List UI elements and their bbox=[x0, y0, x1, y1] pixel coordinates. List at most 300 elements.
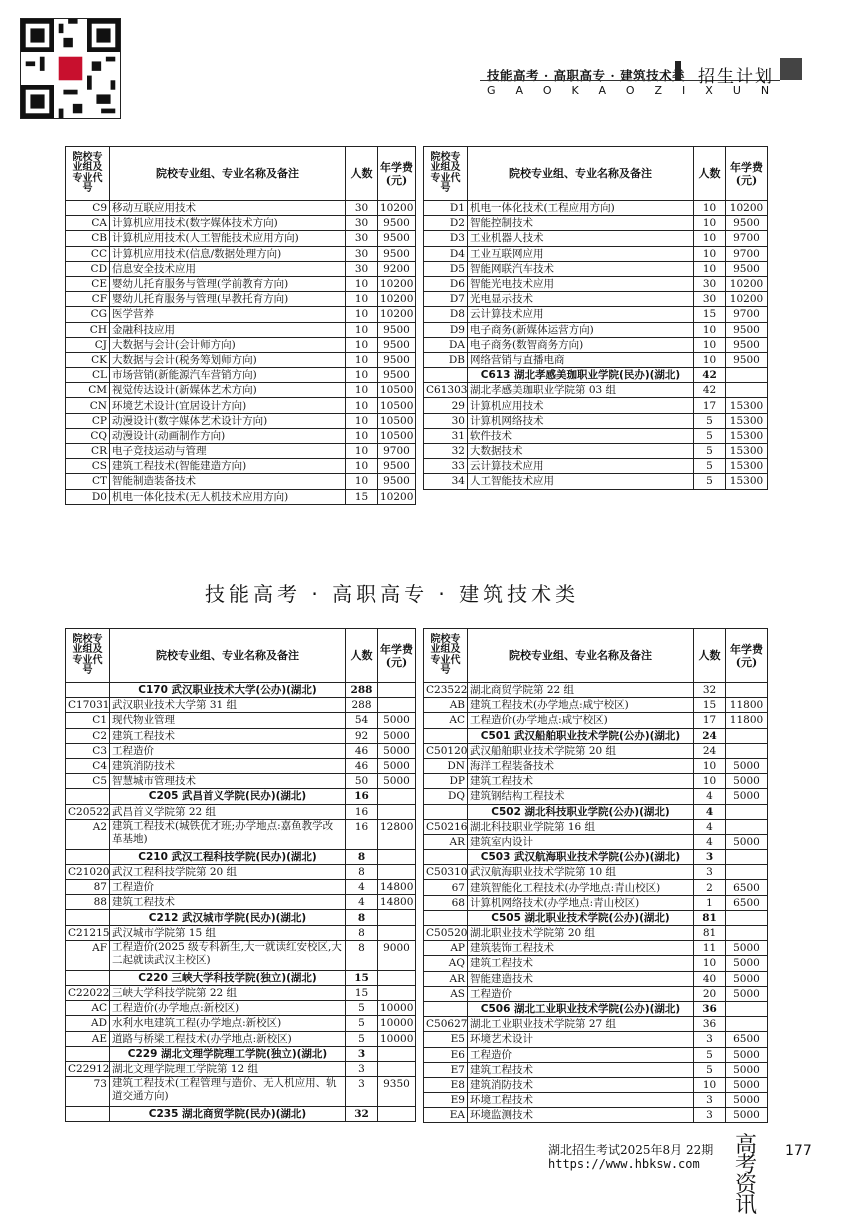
count-cell: 4 bbox=[694, 819, 726, 834]
school-row bbox=[66, 1046, 416, 1061]
count-cell: 10 bbox=[346, 383, 378, 398]
table-row bbox=[424, 201, 768, 216]
school-row bbox=[424, 910, 768, 925]
fee-cell: 10500 bbox=[378, 398, 416, 413]
count-cell: 10 bbox=[694, 774, 726, 789]
table-row bbox=[424, 865, 768, 880]
count-cell: 3 bbox=[694, 850, 726, 865]
table-row bbox=[424, 444, 768, 459]
table-row bbox=[424, 398, 768, 413]
count-cell: 3 bbox=[694, 1108, 726, 1123]
code-cell: D9 bbox=[424, 322, 468, 337]
table-row bbox=[66, 368, 416, 383]
name-cell: 电子商务(数智商务方向) bbox=[468, 337, 694, 352]
count-cell: 288 bbox=[346, 698, 378, 713]
fee-cell bbox=[378, 986, 416, 1001]
fee-cell bbox=[726, 865, 768, 880]
code-cell: C21020 bbox=[66, 864, 110, 879]
name-cell: 建筑工程技术 bbox=[110, 895, 346, 910]
fee-cell: 10200 bbox=[378, 276, 416, 291]
name-cell: 建筑工程技术(工程管理与造价、无人机应用、轨道交通方向) bbox=[110, 1077, 346, 1107]
column-header-name: 院校专业组、专业名称及备注 bbox=[110, 629, 346, 683]
name-cell: 动漫设计(数字媒体艺术设计方向) bbox=[110, 413, 346, 428]
count-cell: 10 bbox=[694, 201, 726, 216]
count-cell: 16 bbox=[346, 804, 378, 819]
table-row bbox=[66, 352, 416, 367]
name-cell: 湖北职业技术学院第 20 组 bbox=[468, 926, 694, 941]
table-row bbox=[66, 1016, 416, 1031]
fee-cell bbox=[726, 1001, 768, 1016]
footer-logo: 高考资讯 bbox=[735, 1133, 758, 1218]
name-cell: 婴幼儿托育服务与管理(早教托育方向) bbox=[110, 292, 346, 307]
fee-cell: 5000 bbox=[726, 758, 768, 773]
name-cell: 光电显示技术 bbox=[468, 292, 694, 307]
name-cell: 电子商务(新媒体运营方向) bbox=[468, 322, 694, 337]
count-cell: 92 bbox=[346, 728, 378, 743]
fee-cell: 15300 bbox=[726, 413, 768, 428]
name-cell: 电子竞技运动与管理 bbox=[110, 444, 346, 459]
fee-cell bbox=[378, 698, 416, 713]
count-cell: 81 bbox=[694, 926, 726, 941]
fee-cell: 9500 bbox=[726, 322, 768, 337]
code-cell: 68 bbox=[424, 895, 468, 910]
code-cell: E5 bbox=[424, 1032, 468, 1047]
fee-cell: 15300 bbox=[726, 444, 768, 459]
count-cell: 4 bbox=[694, 804, 726, 819]
fee-cell: 10000 bbox=[378, 1031, 416, 1046]
code-cell: C9 bbox=[66, 201, 110, 216]
count-cell: 4 bbox=[694, 834, 726, 849]
name-cell: 工业互联网应用 bbox=[468, 246, 694, 261]
school-row bbox=[424, 368, 768, 383]
column-header-count: 人数 bbox=[694, 147, 726, 201]
fee-cell: 9700 bbox=[726, 246, 768, 261]
code-cell: AR bbox=[424, 971, 468, 986]
code-cell: D1 bbox=[424, 201, 468, 216]
school-row bbox=[424, 850, 768, 865]
table-row bbox=[66, 1077, 416, 1107]
fee-cell: 9500 bbox=[378, 216, 416, 231]
code-cell: 34 bbox=[424, 474, 468, 489]
fee-cell: 14800 bbox=[378, 895, 416, 910]
table-row bbox=[424, 383, 768, 398]
code-cell bbox=[66, 910, 110, 925]
school-row bbox=[66, 683, 416, 698]
header-categories: 技能高考 · 高职高专 · 建筑技术类 bbox=[487, 68, 686, 83]
enrollment-table-1 bbox=[65, 146, 416, 505]
code-cell: 87 bbox=[66, 880, 110, 895]
table-row bbox=[66, 880, 416, 895]
code-cell: AB bbox=[424, 698, 468, 713]
code-cell bbox=[66, 970, 110, 985]
column-header-fee: 年学费(元) bbox=[378, 629, 416, 683]
table-row bbox=[66, 713, 416, 728]
count-cell: 10 bbox=[694, 758, 726, 773]
table-row bbox=[424, 216, 768, 231]
fee-cell bbox=[378, 683, 416, 698]
count-cell: 10 bbox=[346, 292, 378, 307]
code-cell bbox=[424, 368, 468, 383]
count-cell: 4 bbox=[346, 895, 378, 910]
count-cell: 8 bbox=[346, 849, 378, 864]
table-row bbox=[424, 834, 768, 849]
name-cell: 武昌首义学院第 22 组 bbox=[110, 804, 346, 819]
count-cell: 2 bbox=[694, 880, 726, 895]
fee-cell bbox=[726, 683, 768, 698]
count-cell: 5 bbox=[346, 1016, 378, 1031]
count-cell: 5 bbox=[694, 428, 726, 443]
name-cell: 金融科技应用 bbox=[110, 322, 346, 337]
name-cell: 视觉传达设计(新媒体艺术方向) bbox=[110, 383, 346, 398]
table-row bbox=[66, 986, 416, 1001]
school-row bbox=[66, 970, 416, 985]
count-cell: 10 bbox=[346, 352, 378, 367]
name-cell: 计算机应用技术 bbox=[468, 398, 694, 413]
name-cell: 工程造价 bbox=[110, 880, 346, 895]
table-row bbox=[66, 925, 416, 940]
code-cell: C3 bbox=[66, 743, 110, 758]
column-header-code: 院校专业组及专业代号 bbox=[66, 629, 110, 683]
code-cell: C22022 bbox=[66, 986, 110, 1001]
count-cell: 10 bbox=[346, 459, 378, 474]
fee-cell bbox=[378, 1061, 416, 1076]
code-cell bbox=[424, 804, 468, 819]
code-cell: AD bbox=[66, 1016, 110, 1031]
fee-cell: 10200 bbox=[378, 292, 416, 307]
enrollment-table-4 bbox=[423, 628, 768, 1123]
name-cell: 武汉船舶职业技术学院第 20 组 bbox=[468, 743, 694, 758]
code-cell: C23522 bbox=[424, 683, 468, 698]
fee-cell bbox=[726, 910, 768, 925]
table-row bbox=[66, 728, 416, 743]
fee-cell: 9500 bbox=[378, 337, 416, 352]
fee-cell bbox=[378, 1046, 416, 1061]
count-cell: 8 bbox=[346, 940, 378, 970]
school-row bbox=[424, 1001, 768, 1016]
count-cell: 10 bbox=[694, 246, 726, 261]
name-cell: C503 武汉航海职业技术学院(公办)(湖北) bbox=[468, 850, 694, 865]
name-cell: 湖北科技职业学院第 16 组 bbox=[468, 819, 694, 834]
code-cell: C21215 bbox=[66, 925, 110, 940]
code-cell: AQ bbox=[424, 956, 468, 971]
fee-cell: 5000 bbox=[726, 774, 768, 789]
fee-cell: 15300 bbox=[726, 428, 768, 443]
count-cell: 10 bbox=[346, 413, 378, 428]
count-cell: 30 bbox=[694, 292, 726, 307]
name-cell: 武汉工程科技学院第 20 组 bbox=[110, 864, 346, 879]
table-row bbox=[424, 292, 768, 307]
count-cell: 10 bbox=[694, 261, 726, 276]
count-cell: 10 bbox=[694, 322, 726, 337]
fee-cell: 9700 bbox=[726, 231, 768, 246]
fee-cell bbox=[726, 728, 768, 743]
fee-cell: 10500 bbox=[378, 383, 416, 398]
fee-cell: 5000 bbox=[726, 1093, 768, 1108]
table-row bbox=[424, 322, 768, 337]
qr-code bbox=[20, 18, 121, 119]
fee-cell: 10500 bbox=[378, 413, 416, 428]
count-cell: 5 bbox=[694, 1062, 726, 1077]
code-cell: CR bbox=[66, 444, 110, 459]
code-cell bbox=[424, 728, 468, 743]
name-cell: 软件技术 bbox=[468, 428, 694, 443]
name-cell: 建筑工程技术 bbox=[110, 728, 346, 743]
name-cell: 建筑消防技术 bbox=[110, 758, 346, 773]
table-row bbox=[424, 352, 768, 367]
count-cell: 5 bbox=[694, 413, 726, 428]
name-cell: 计算机应用技术(信息/数据处理方向) bbox=[110, 246, 346, 261]
table-row bbox=[424, 474, 768, 489]
count-cell: 10 bbox=[346, 428, 378, 443]
fee-cell bbox=[378, 864, 416, 879]
fee-cell: 5000 bbox=[378, 743, 416, 758]
count-cell: 8 bbox=[346, 925, 378, 940]
count-cell: 17 bbox=[694, 398, 726, 413]
table-row bbox=[66, 895, 416, 910]
column-header-name: 院校专业组、专业名称及备注 bbox=[110, 147, 346, 201]
enrollment-table-2 bbox=[423, 146, 768, 490]
footer-url[interactable]: https://www.hbksw.com bbox=[548, 1157, 700, 1171]
name-cell: 医学营养 bbox=[110, 307, 346, 322]
fee-cell: 5000 bbox=[726, 1108, 768, 1123]
name-cell: 智能制造装备技术 bbox=[110, 474, 346, 489]
table-row bbox=[424, 986, 768, 1001]
count-cell: 10 bbox=[694, 216, 726, 231]
code-cell: DA bbox=[424, 337, 468, 352]
table-row bbox=[66, 864, 416, 879]
fee-cell: 9200 bbox=[378, 261, 416, 276]
count-cell: 3 bbox=[694, 1093, 726, 1108]
table-row bbox=[424, 1047, 768, 1062]
count-cell: 4 bbox=[694, 789, 726, 804]
code-cell: D4 bbox=[424, 246, 468, 261]
fee-cell: 9500 bbox=[378, 474, 416, 489]
fee-cell bbox=[378, 970, 416, 985]
code-cell: 67 bbox=[424, 880, 468, 895]
table-row bbox=[424, 758, 768, 773]
table-row bbox=[66, 474, 416, 489]
count-cell: 10 bbox=[346, 398, 378, 413]
count-cell: 42 bbox=[694, 383, 726, 398]
code-cell: CC bbox=[66, 246, 110, 261]
fee-cell: 12800 bbox=[378, 819, 416, 849]
count-cell: 15 bbox=[694, 307, 726, 322]
fee-cell: 9700 bbox=[378, 444, 416, 459]
fee-cell: 9500 bbox=[726, 337, 768, 352]
fee-cell: 5000 bbox=[378, 713, 416, 728]
table-row bbox=[424, 428, 768, 443]
column-header-count: 人数 bbox=[694, 629, 726, 683]
fee-cell: 5000 bbox=[726, 789, 768, 804]
fee-cell: 9700 bbox=[726, 307, 768, 322]
count-cell: 16 bbox=[346, 819, 378, 849]
code-cell bbox=[424, 850, 468, 865]
count-cell: 4 bbox=[346, 880, 378, 895]
column-header-code: 院校专业组及专业代号 bbox=[66, 147, 110, 201]
fee-cell: 10000 bbox=[378, 1001, 416, 1016]
count-cell: 30 bbox=[346, 216, 378, 231]
fee-cell bbox=[726, 1017, 768, 1032]
fee-cell: 5000 bbox=[726, 1047, 768, 1062]
name-cell: 武汉航海职业技术学院第 10 组 bbox=[468, 865, 694, 880]
table-row bbox=[66, 337, 416, 352]
table-row bbox=[424, 1077, 768, 1092]
table-row bbox=[66, 383, 416, 398]
name-cell: 道路与桥梁工程技术(办学地点:新校区) bbox=[110, 1031, 346, 1046]
fee-cell: 9500 bbox=[378, 246, 416, 261]
name-cell: 环境工程技术 bbox=[468, 1093, 694, 1108]
name-cell: 建筑装饰工程技术 bbox=[468, 941, 694, 956]
fee-cell: 5000 bbox=[378, 774, 416, 789]
table-row bbox=[66, 322, 416, 337]
count-cell: 5 bbox=[346, 1001, 378, 1016]
table-row bbox=[424, 231, 768, 246]
name-cell: 工程造价(办学地点:新校区) bbox=[110, 1001, 346, 1016]
table-row bbox=[424, 246, 768, 261]
fee-cell: 5000 bbox=[726, 971, 768, 986]
fee-cell bbox=[726, 743, 768, 758]
count-cell: 10 bbox=[346, 337, 378, 352]
table-row bbox=[424, 895, 768, 910]
name-cell: 智能光电技术应用 bbox=[468, 276, 694, 291]
code-cell: CS bbox=[66, 459, 110, 474]
table-row bbox=[424, 819, 768, 834]
name-cell: 三峡大学科技学院第 22 组 bbox=[110, 986, 346, 1001]
fee-cell: 5000 bbox=[378, 758, 416, 773]
table-row bbox=[424, 261, 768, 276]
count-cell: 5 bbox=[694, 474, 726, 489]
name-cell: C502 湖北科技职业学院(公办)(湖北) bbox=[468, 804, 694, 819]
enrollment-table-3 bbox=[65, 628, 416, 1122]
count-cell: 30 bbox=[346, 231, 378, 246]
count-cell: 3 bbox=[694, 865, 726, 880]
table-row bbox=[424, 1017, 768, 1032]
name-cell: 计算机网络技术(办学地点:青山校区) bbox=[468, 895, 694, 910]
name-cell: 工程造价 bbox=[110, 743, 346, 758]
code-cell: C50310 bbox=[424, 865, 468, 880]
count-cell: 10 bbox=[346, 444, 378, 459]
table-row bbox=[424, 774, 768, 789]
column-header-name: 院校专业组、专业名称及备注 bbox=[468, 629, 694, 683]
name-cell: 市场营销(新能源汽车营销方向) bbox=[110, 368, 346, 383]
table-row bbox=[66, 698, 416, 713]
fee-cell bbox=[726, 850, 768, 865]
count-cell: 3 bbox=[346, 1077, 378, 1107]
fee-cell: 10200 bbox=[726, 292, 768, 307]
table-row bbox=[66, 1061, 416, 1076]
code-cell: CN bbox=[66, 398, 110, 413]
code-cell: C61303 bbox=[424, 383, 468, 398]
code-cell: CK bbox=[66, 352, 110, 367]
code-cell: DB bbox=[424, 352, 468, 367]
table-row bbox=[424, 337, 768, 352]
code-cell: CF bbox=[66, 292, 110, 307]
code-cell: CH bbox=[66, 322, 110, 337]
count-cell: 3 bbox=[346, 1061, 378, 1076]
code-cell: 73 bbox=[66, 1077, 110, 1107]
count-cell: 8 bbox=[346, 864, 378, 879]
count-cell: 24 bbox=[694, 728, 726, 743]
table-row bbox=[424, 413, 768, 428]
code-cell bbox=[66, 1046, 110, 1061]
fee-cell: 5000 bbox=[726, 834, 768, 849]
name-cell: 动漫设计(动画制作方向) bbox=[110, 428, 346, 443]
name-cell: 智能网联汽车技术 bbox=[468, 261, 694, 276]
fee-cell: 10200 bbox=[378, 201, 416, 216]
count-cell: 5 bbox=[346, 1031, 378, 1046]
count-cell: 50 bbox=[346, 774, 378, 789]
count-cell: 10 bbox=[694, 337, 726, 352]
name-cell: 机电一体化技术(工程应用方向) bbox=[468, 201, 694, 216]
code-cell: C17031 bbox=[66, 698, 110, 713]
name-cell: 湖北工业职业技术学院第 27 组 bbox=[468, 1017, 694, 1032]
code-cell bbox=[66, 683, 110, 698]
name-cell: 武汉城市学院第 15 组 bbox=[110, 925, 346, 940]
code-cell: CD bbox=[66, 261, 110, 276]
fee-cell: 10200 bbox=[726, 276, 768, 291]
count-cell: 54 bbox=[346, 713, 378, 728]
count-cell: 30 bbox=[346, 201, 378, 216]
table-row bbox=[424, 926, 768, 941]
school-row bbox=[424, 728, 768, 743]
code-cell: D6 bbox=[424, 276, 468, 291]
fee-cell: 9350 bbox=[378, 1077, 416, 1107]
count-cell: 17 bbox=[694, 713, 726, 728]
name-cell: 建筑消防技术 bbox=[468, 1077, 694, 1092]
code-cell: 30 bbox=[424, 413, 468, 428]
name-cell: 大数据技术 bbox=[468, 444, 694, 459]
count-cell: 36 bbox=[694, 1017, 726, 1032]
fee-cell: 15300 bbox=[726, 459, 768, 474]
table-row bbox=[424, 743, 768, 758]
school-row bbox=[66, 1107, 416, 1122]
name-cell: 建筑工程技术 bbox=[468, 774, 694, 789]
code-cell: D0 bbox=[66, 489, 110, 504]
code-cell: E6 bbox=[424, 1047, 468, 1062]
name-cell: 水利水电建筑工程(办学地点:新校区) bbox=[110, 1016, 346, 1031]
name-cell: 环境艺术设计 bbox=[468, 1032, 694, 1047]
table-row bbox=[66, 1031, 416, 1046]
code-cell: E9 bbox=[424, 1093, 468, 1108]
name-cell: 工业机器人技术 bbox=[468, 231, 694, 246]
table-row bbox=[66, 398, 416, 413]
name-cell: 建筑工程技术 bbox=[468, 1062, 694, 1077]
name-cell: 计算机应用技术(人工智能技术应用方向) bbox=[110, 231, 346, 246]
name-cell: 信息安全技术应用 bbox=[110, 261, 346, 276]
name-cell: C205 武昌首义学院(民办)(湖北) bbox=[110, 789, 346, 804]
header-section: 招生计划 bbox=[698, 67, 774, 87]
fee-cell bbox=[726, 368, 768, 383]
name-cell: 环境艺术设计(宜居设计方向) bbox=[110, 398, 346, 413]
table-row bbox=[66, 307, 416, 322]
table-row bbox=[424, 789, 768, 804]
table-row bbox=[424, 1062, 768, 1077]
count-cell: 1 bbox=[694, 895, 726, 910]
table-row bbox=[66, 216, 416, 231]
code-cell: A2 bbox=[66, 819, 110, 849]
count-cell: 15 bbox=[346, 489, 378, 504]
school-row bbox=[66, 910, 416, 925]
name-cell: 海洋工程装备技术 bbox=[468, 758, 694, 773]
code-cell: D5 bbox=[424, 261, 468, 276]
fee-cell bbox=[378, 925, 416, 940]
code-cell bbox=[424, 910, 468, 925]
count-cell: 24 bbox=[694, 743, 726, 758]
name-cell: 湖北文理学院理工学院第 12 组 bbox=[110, 1061, 346, 1076]
name-cell: C212 武汉城市学院(民办)(湖北) bbox=[110, 910, 346, 925]
fee-cell: 10200 bbox=[378, 307, 416, 322]
count-cell: 10 bbox=[346, 307, 378, 322]
